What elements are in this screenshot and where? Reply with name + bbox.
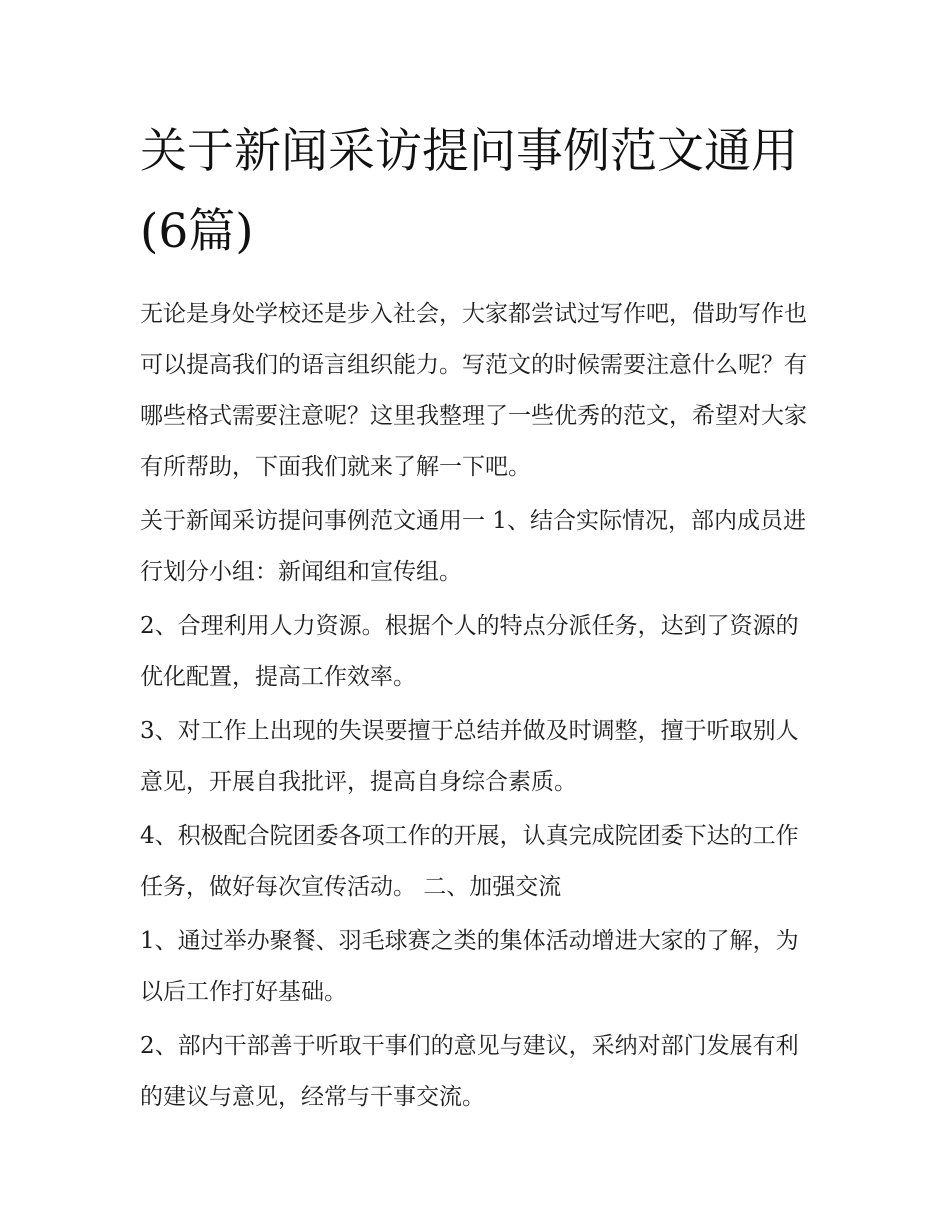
document-title: 关于新闻采访提问事例范文通用(6篇) <box>140 124 798 259</box>
paragraph-item-6: 2、部内干部善于听取干事们的意见与建议，采纳对部门发展有利的建议与意见，经常与干事交流。 <box>140 1033 799 1110</box>
document-content <box>140 112 820 1126</box>
paragraph-item-2: 2、合理利用人力资源。根据个人的特点分派任务，达到了资源的优化配置，提高工作效率。 <box>140 613 799 690</box>
paragraph-item-5: 1、通过举办聚餐、羽毛球赛之类的集体活动增进大家的了解，为以后工作打好基础。 <box>140 928 799 1005</box>
paragraph-item-4: 4、积极配合院团委各项工作的开展，认真完成院团委下达的工作任务，做好每次宣传活动。 二、加强交流 <box>140 823 799 900</box>
document-body <box>140 289 820 1123</box>
paragraph-item-3: 3、对工作上出现的失误要擅于总结并做及时调整，擅于听取别人意见，开展自我批评，提高自身综合素质。 <box>140 718 799 795</box>
paragraph-item-1: 关于新闻采访提问事例范文通用一 1、结合实际情况，部内成员进行划分小组：新闻组和宣传组。 <box>140 508 806 585</box>
paragraph-intro: 无论是身处学校还是步入社会，大家都尝试过写作吧，借助写作也可以提高我们的语言组织能力。写范文的时候需要注意什么呢？有哪些格式需要注意呢？这里我整理了一些优秀的范文，希望对大家有所帮助，下面我们就来了解一下吧。 <box>140 301 807 480</box>
